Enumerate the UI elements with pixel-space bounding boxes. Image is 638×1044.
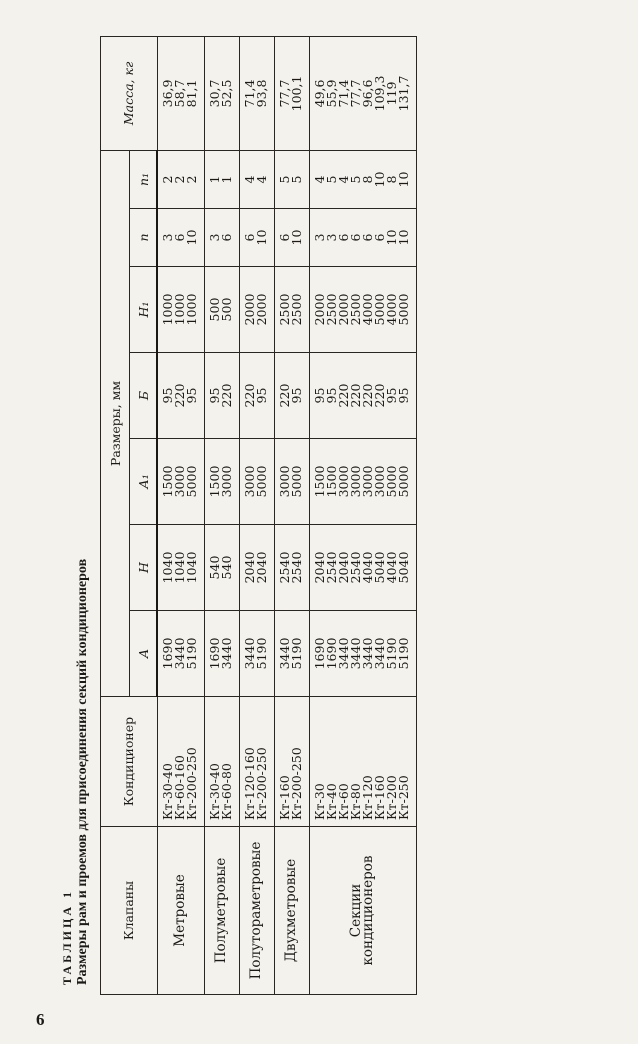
a1-cell [157, 439, 205, 525]
cell-value: 10 [396, 171, 411, 188]
cell-value: 3000 [277, 465, 292, 498]
header-mass: Масса, кг [101, 36, 158, 150]
cell-value: 5040 [372, 551, 387, 584]
cell-value: 4 [312, 175, 327, 184]
cell-value: 3 [160, 233, 175, 242]
cell-value: 77,7 [348, 79, 363, 108]
cell-value: 220 [242, 383, 257, 408]
n-cell [310, 209, 417, 267]
cell-value: 95 [312, 387, 327, 404]
conditioner-cell [240, 697, 275, 827]
cell-value: 1690 [312, 637, 327, 670]
cell-value: 10 [372, 171, 387, 188]
cell-value: 3000 [336, 465, 351, 498]
cell-value: 220 [360, 383, 375, 408]
conditioner-model: Кт-30-40 [207, 763, 222, 820]
cell-value: 220 [372, 383, 387, 408]
cell-value: 4040 [360, 551, 375, 584]
cell-value: 500 [219, 297, 234, 322]
cell-value: 1 [207, 175, 222, 184]
a1-cell [205, 439, 240, 525]
cell-value: 6 [360, 233, 375, 242]
cell-value: 4 [254, 175, 269, 184]
cell-value: 3 [312, 233, 327, 242]
cell-value: 2540 [324, 551, 339, 584]
cell-value: 95 [289, 387, 304, 404]
cell-value: 2500 [277, 293, 292, 326]
cell-value: 220 [172, 383, 187, 408]
n1-cell [275, 150, 310, 208]
table-row [240, 36, 275, 994]
cell-value: 1000 [160, 293, 175, 326]
cell-value: 5000 [372, 293, 387, 326]
conditioner-model: Кт-160 [277, 775, 292, 820]
cell-value: 4040 [384, 551, 399, 584]
cell-value: 1000 [184, 293, 199, 326]
cell-value: 8 [384, 175, 399, 184]
cell-value: 2540 [289, 551, 304, 584]
table-caption [60, 45, 91, 985]
b-cell [205, 353, 240, 439]
table-row [205, 36, 240, 994]
table-title: Размеры рам и проемов для присоединения секций кондиционеров [75, 558, 90, 985]
h-cell [205, 525, 240, 611]
cell-value: 10 [289, 229, 304, 246]
cell-value: 5190 [396, 637, 411, 670]
cell-value: 4000 [384, 293, 399, 326]
cell-value: 540 [207, 555, 222, 580]
conditioner-cell [310, 697, 417, 827]
cell-value: 1500 [312, 465, 327, 498]
cell-value: 220 [219, 383, 234, 408]
h1-cell [310, 267, 417, 353]
valve-type-cell: Полуметровые [205, 827, 240, 995]
cell-value: 5 [277, 175, 292, 184]
cell-value: 3440 [219, 637, 234, 670]
header-a1: А₁ [130, 439, 158, 525]
cell-value: 5190 [184, 637, 199, 670]
conditioner-model: Кт-120 [360, 775, 375, 820]
header-n1: n₁ [130, 150, 158, 208]
h1-cell [275, 267, 310, 353]
n1-cell [157, 150, 205, 208]
cell-value: 4 [336, 175, 351, 184]
cell-value: 2 [172, 175, 187, 184]
cell-value: 6 [172, 233, 187, 242]
cell-value: 6 [348, 233, 363, 242]
mass-cell [240, 36, 275, 150]
header-h1: Н₁ [130, 267, 158, 353]
conditioner-model: Кт-200-250 [183, 747, 199, 820]
cell-value: 6 [219, 233, 234, 242]
cell-value: 131,7 [396, 75, 411, 112]
cell-value: 1040 [172, 551, 187, 584]
a1-cell [310, 439, 417, 525]
cell-value: 5190 [254, 637, 269, 670]
cell-value: 540 [219, 555, 234, 580]
cell-value: 6 [336, 233, 351, 242]
cell-value: 5190 [289, 637, 304, 670]
conditioner-model: Кт-120-160 [242, 747, 257, 820]
cell-value: 52,5 [219, 79, 234, 108]
n-cell [275, 209, 310, 267]
cell-value: 3440 [360, 637, 375, 670]
cell-value: 100,1 [289, 75, 304, 112]
cell-value: 4 [242, 175, 257, 184]
cell-value: 2540 [277, 551, 292, 584]
h-cell [310, 525, 417, 611]
cell-value: 2 [160, 175, 175, 184]
cell-value: 1690 [207, 637, 222, 670]
cell-value: 5000 [254, 465, 269, 498]
n-cell [240, 209, 275, 267]
conditioner-model: Кт-200-250 [289, 747, 304, 820]
cell-value: 3000 [242, 465, 257, 498]
cell-value: 3000 [219, 465, 234, 498]
b-cell [157, 353, 205, 439]
cell-value: 119 [384, 81, 399, 106]
table-body [157, 36, 417, 994]
valve-type-cell: Метровые [157, 827, 205, 995]
cell-value: 5000 [396, 293, 411, 326]
header-b: Б [130, 353, 158, 439]
h-cell [240, 525, 275, 611]
cell-value: 95 [254, 387, 269, 404]
n1-cell [310, 150, 417, 208]
cell-value: 3000 [348, 465, 363, 498]
n1-cell [240, 150, 275, 208]
valve-type-cell: Полутораметровые [240, 827, 275, 995]
conditioner-model: Кт-60-80 [219, 763, 234, 820]
a1-cell [275, 439, 310, 525]
cell-value: 5000 [396, 465, 411, 498]
cell-value: 1000 [172, 293, 187, 326]
b-cell [310, 353, 417, 439]
cell-value: 77,7 [277, 79, 292, 108]
page-number: 6 [36, 1010, 45, 1029]
cell-value: 2 [184, 175, 199, 184]
cell-value: 3000 [372, 465, 387, 498]
cell-value: 1040 [160, 551, 175, 584]
b-cell [275, 353, 310, 439]
cell-value: 95 [396, 387, 411, 404]
conditioner-model: Кт-30-40 [159, 763, 175, 820]
cell-value: 49,6 [312, 79, 327, 108]
valve-type-cell: Секции кондиционеров [310, 827, 417, 995]
cell-value: 5000 [384, 465, 399, 498]
cell-value: 3000 [360, 465, 375, 498]
cell-value: 1690 [160, 637, 175, 670]
n1-cell [205, 150, 240, 208]
cell-value: 3440 [336, 637, 351, 670]
conditioner-cell [157, 697, 205, 827]
cell-value: 93,8 [254, 79, 269, 108]
h-cell [157, 525, 205, 611]
cell-value: 2500 [348, 293, 363, 326]
cell-value: 95 [324, 387, 339, 404]
cell-value: 220 [277, 383, 292, 408]
cell-value: 36,9 [159, 79, 175, 108]
valve-type-cell: Двухметровые [275, 827, 310, 995]
cell-value: 8 [360, 175, 375, 184]
cell-value: 30,7 [207, 79, 222, 108]
header-a: А [130, 611, 158, 697]
cell-value: 3000 [172, 465, 187, 498]
cell-value: 5 [324, 175, 339, 184]
cell-value: 1040 [184, 551, 199, 584]
cell-value: 10 [396, 229, 411, 246]
cell-value: 3440 [348, 637, 363, 670]
a-cell [275, 611, 310, 697]
cell-value: 10 [254, 229, 269, 246]
cell-value: 5000 [184, 465, 199, 498]
cell-value: 1 [219, 175, 234, 184]
header-dimensions: Размеры, мм [101, 150, 130, 696]
cell-value: 1500 [207, 465, 222, 498]
cell-value: 95 [384, 387, 399, 404]
cell-value: 6 [277, 233, 292, 242]
cell-value: 5190 [384, 637, 399, 670]
cell-value: 220 [336, 383, 351, 408]
h1-cell [205, 267, 240, 353]
conditioner-model: Кт-200 [384, 775, 399, 820]
cell-value: 3440 [172, 637, 187, 670]
b-cell [240, 353, 275, 439]
h1-cell [240, 267, 275, 353]
cell-value: 2000 [254, 293, 269, 326]
cell-value: 2040 [336, 551, 351, 584]
cell-value: 2040 [312, 551, 327, 584]
cell-value: 2040 [254, 551, 269, 584]
table-row [157, 36, 205, 994]
conditioner-model: Кт-60 [336, 783, 351, 820]
table-label: ТАБЛИЦА 1 [60, 889, 74, 985]
a-cell [205, 611, 240, 697]
cell-value: 2000 [242, 293, 257, 326]
mass-cell [205, 36, 240, 150]
mass-cell [157, 36, 205, 150]
cell-value: 71,4 [336, 79, 351, 108]
conditioner-model: Кт-30 [312, 783, 327, 820]
cell-value: 6 [372, 233, 387, 242]
conditioner-cell [205, 697, 240, 827]
conditioner-model: Кт-160 [372, 775, 387, 820]
cell-value: 95 [207, 387, 222, 404]
cell-value: 2500 [289, 293, 304, 326]
header-h: Н [130, 525, 158, 611]
header-valves: Клапаны [101, 827, 158, 995]
cell-value: 3 [207, 233, 222, 242]
cell-value: 3440 [277, 637, 292, 670]
cell-value: 10 [184, 229, 199, 246]
conditioner-model: Кт-200-250 [254, 747, 269, 820]
cell-value: 109,3 [372, 75, 387, 112]
conditioner-model: Кт-80 [348, 783, 363, 820]
conditioner-cell [275, 697, 310, 827]
cell-value: 3 [324, 233, 339, 242]
mass-cell [310, 36, 417, 150]
cell-value: 2000 [312, 293, 327, 326]
cell-value: 2000 [336, 293, 351, 326]
cell-value: 5040 [396, 551, 411, 584]
cell-value: 2040 [242, 551, 257, 584]
rotated-table-page [60, 35, 630, 995]
cell-value: 3440 [242, 637, 257, 670]
n-cell [157, 209, 205, 267]
cell-value: 96,6 [360, 79, 375, 108]
mass-cell [275, 36, 310, 150]
a-cell [157, 611, 205, 697]
header-conditioner: Кондиционер [101, 697, 158, 827]
n-cell [205, 209, 240, 267]
a1-cell [240, 439, 275, 525]
cell-value: 95 [184, 387, 199, 404]
conditioner-model: Кт-60-160 [171, 755, 187, 820]
h1-cell [157, 267, 205, 353]
cell-value: 95 [160, 387, 175, 404]
cell-value: 220 [348, 383, 363, 408]
cell-value: 1500 [324, 465, 339, 498]
cell-value: 2500 [324, 293, 339, 326]
cell-value: 6 [242, 233, 257, 242]
cell-value: 71,4 [242, 79, 257, 108]
cell-value: 55,9 [324, 79, 339, 108]
cell-value: 81,1 [183, 79, 199, 108]
h-cell [275, 525, 310, 611]
cell-value: 500 [207, 297, 222, 322]
cell-value: 10 [384, 229, 399, 246]
cell-value: 5 [348, 175, 363, 184]
a-cell [310, 611, 417, 697]
table-row [310, 36, 417, 994]
conditioner-model: Кт-40 [324, 783, 339, 820]
dimensions-table [100, 36, 417, 995]
cell-value: 4000 [360, 293, 375, 326]
cell-value: 1690 [324, 637, 339, 670]
cell-value: 58,7 [171, 79, 187, 108]
cell-value: 5 [289, 175, 304, 184]
cell-value: 3440 [372, 637, 387, 670]
conditioner-model: Кт-250 [396, 775, 411, 820]
cell-value: 1500 [160, 465, 175, 498]
a-cell [240, 611, 275, 697]
cell-value: 5000 [289, 465, 304, 498]
table-row [275, 36, 310, 994]
cell-value: 2540 [348, 551, 363, 584]
header-n: n [130, 209, 158, 267]
